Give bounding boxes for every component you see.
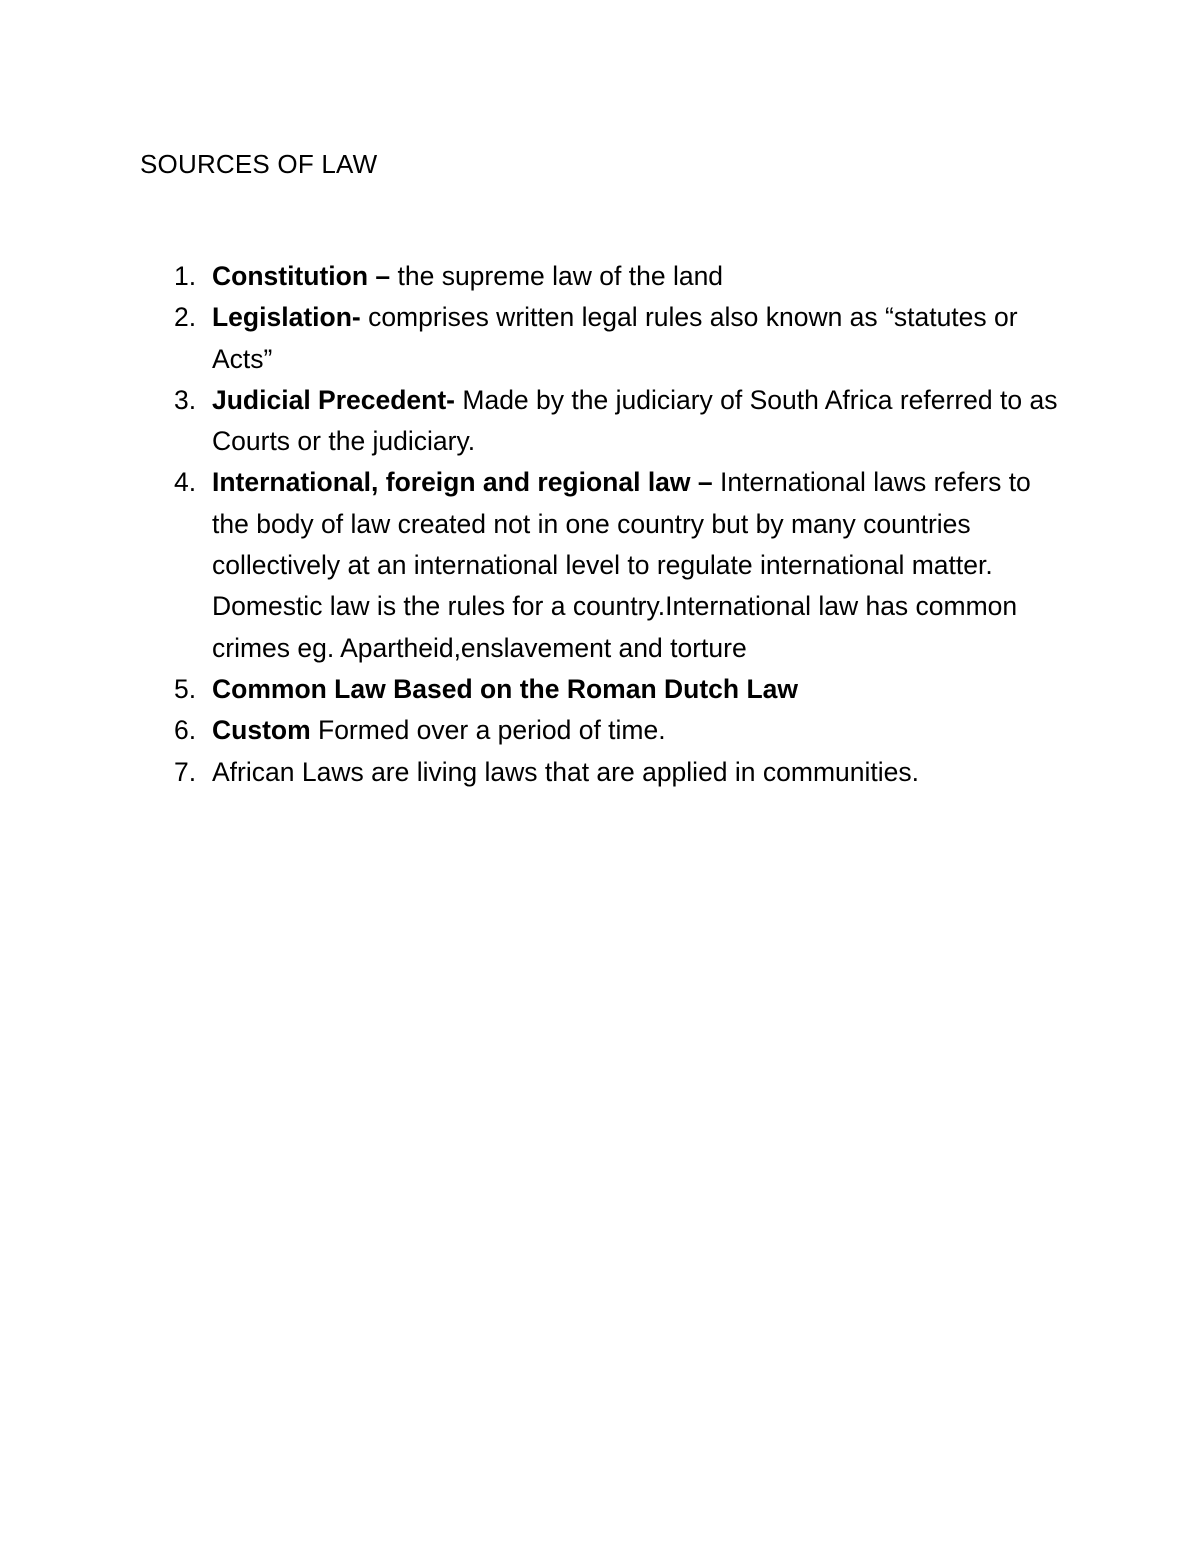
list-item-term: Judicial Precedent- [212, 384, 456, 415]
list-item-text: Formed over a period of time. [310, 715, 666, 746]
list-item-text: comprises written legal rules also known as “statutes or Acts” [212, 302, 1018, 374]
list-item [140, 710, 1070, 751]
list-item [140, 380, 1070, 463]
list-item-number: 5. [174, 673, 197, 704]
list-item-number: 2. [174, 302, 197, 333]
list-item-term: Common Law Based on the Roman Dutch Law [212, 673, 798, 704]
list-item [140, 752, 1070, 793]
list-item [140, 256, 1070, 297]
list-item-text: International laws refers to the body of law created not in one country but by many countries collectively at an international level to regulate international matter. Domestic law is the rules for a country.International law has common crimes eg. Apartheid,enslavement and torture [212, 467, 1031, 663]
list-item-number: 7. [174, 756, 197, 787]
page-title: SOURCES OF LAW [140, 149, 378, 179]
list-item [140, 297, 1070, 380]
list-item-number: 3. [174, 384, 197, 415]
list-item [140, 462, 1070, 668]
list-item-number: 1. [174, 261, 197, 291]
list-item-text: Made by the judiciary of South Africa referred to as Courts or the judiciary. [212, 384, 1058, 457]
list-item-text: African Laws are living laws that are applied in communities. [212, 756, 919, 787]
list-item-term: Constitution – [212, 261, 391, 291]
sources-list [140, 256, 1070, 793]
list-item-term: International, foreign and regional law – [212, 467, 713, 498]
list-item-number: 4. [174, 467, 197, 498]
list-item-term: Custom [212, 715, 311, 746]
list-item-number: 6. [174, 715, 197, 746]
list-item [140, 669, 1070, 710]
list-item-term: Legislation- [212, 302, 361, 333]
list-item-text: the supreme law of the land [390, 261, 724, 291]
